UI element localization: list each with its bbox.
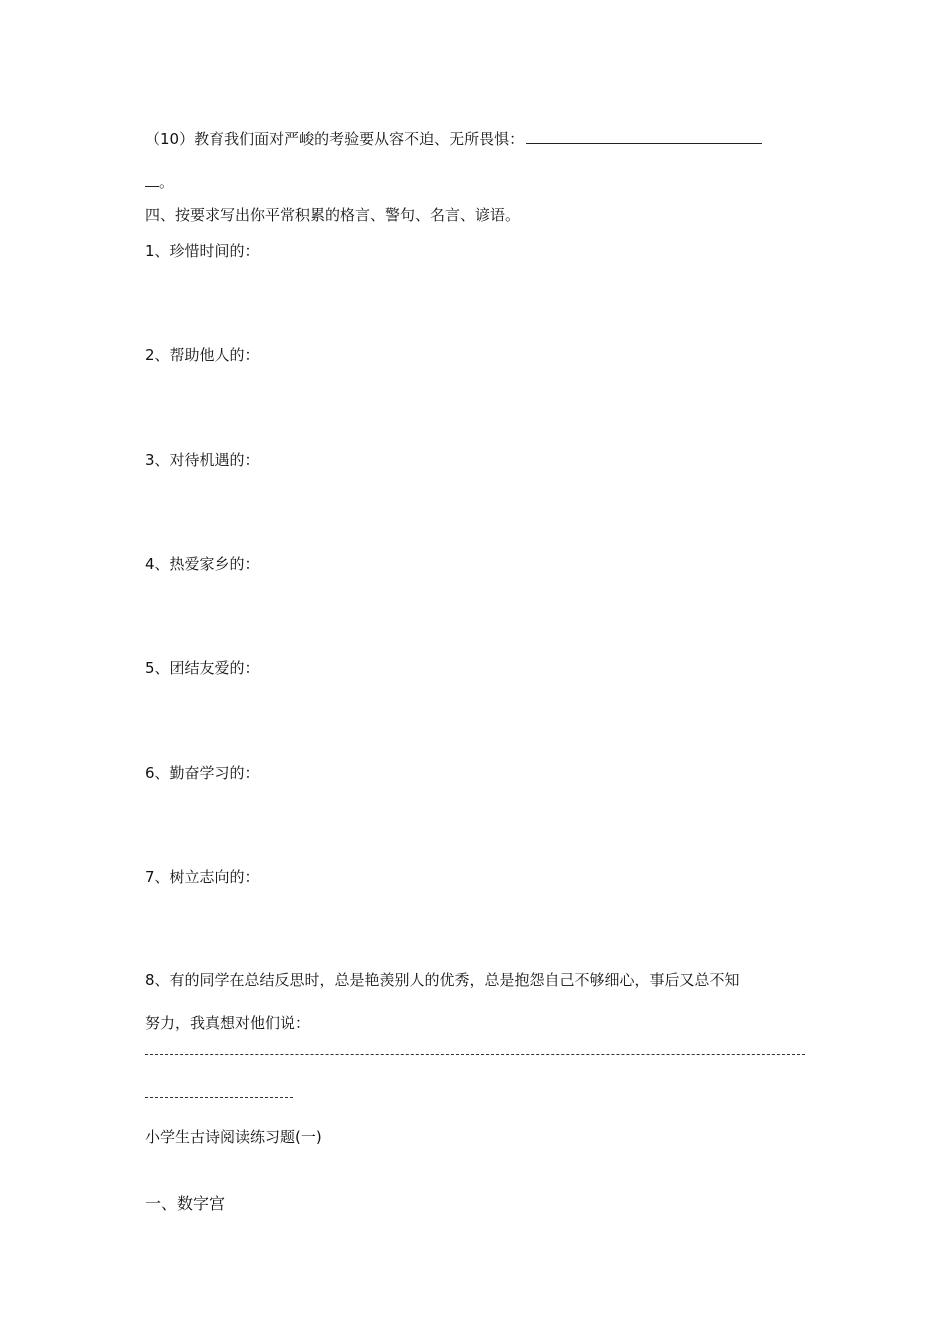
answer-dashed-line-1[interactable] <box>145 1054 805 1055</box>
question-10-period: 。 <box>159 173 175 191</box>
question-10 <box>145 129 762 149</box>
item-5-label: 5、团结友爱的： <box>145 659 260 677</box>
exercise-title: 小学生古诗阅读练习题(一) <box>145 1128 322 1146</box>
item-2-label: 2、帮助他人的： <box>145 346 260 364</box>
item-4-label: 4、热爱家乡的： <box>145 555 260 573</box>
answer-dashed-line-2[interactable] <box>145 1097 293 1098</box>
question-10-continuation <box>145 172 174 192</box>
item-1-label: 1、珍惜时间的： <box>145 242 260 260</box>
question-10-text: （10）教育我们面对严峻的考验要从容不迫、无所畏惧： <box>145 130 525 148</box>
item-8-line-2: 努力，我真想对他们说： <box>145 1014 311 1032</box>
item-3-label: 3、对待机遇的： <box>145 451 260 469</box>
item-6-label: 6、勤奋学习的： <box>145 764 260 782</box>
item-7-label: 7、树立志向的： <box>145 868 260 886</box>
answer-blank-10[interactable] <box>526 130 762 144</box>
item-8-line-1: 8、有的同学在总结反思时，总是艳羡别人的优秀，总是抱怨自己不够细心，事后又总不知 <box>145 971 740 989</box>
section-1-heading: 一、数字宫 <box>145 1194 226 1213</box>
answer-blank-10-end[interactable] <box>145 173 159 187</box>
section-4-heading: 四、按要求写出你平常积累的格言、警句、名言、谚语。 <box>145 206 521 224</box>
